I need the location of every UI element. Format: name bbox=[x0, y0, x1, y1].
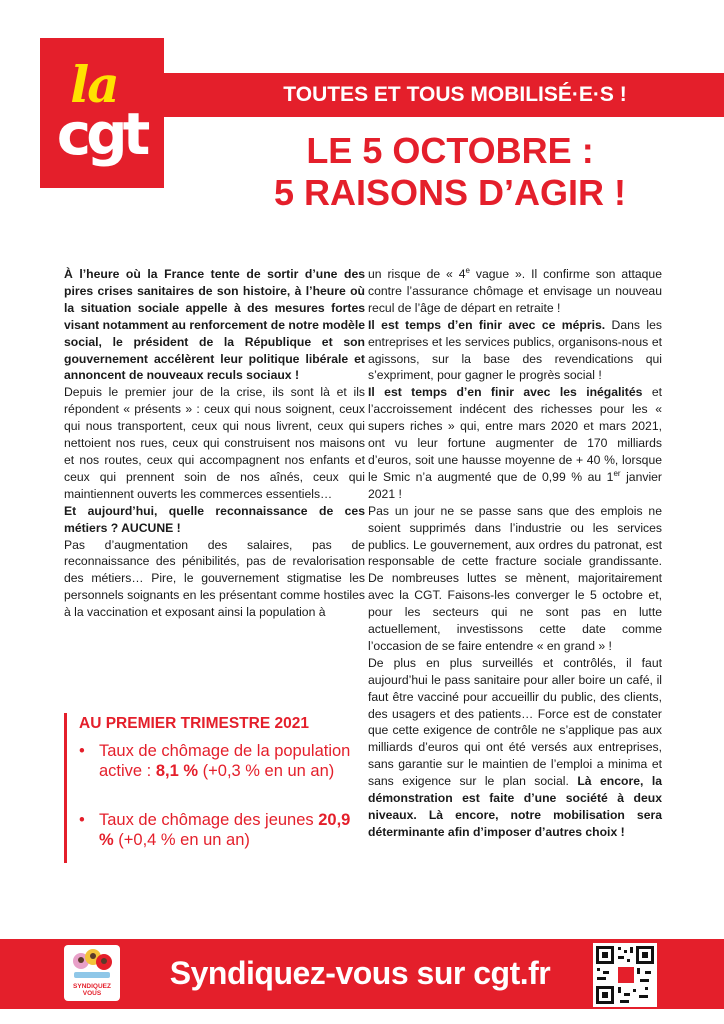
footer-slogan: Syndiquez-vous sur cgt.fr bbox=[169, 955, 551, 991]
text-run: et l’accroissement indécent des richesses pour les « supers riches » qui, entre mars 2020 et mars 2021, ont vu leur fortune augmenter de 170 milliards d’euros, soit une hausse moyenne de + 40 %, lorsque le Smic n’a augmenté que de 0,99 % au 1 bbox=[368, 385, 662, 484]
superscript: er bbox=[613, 468, 621, 478]
paragraph bbox=[368, 266, 662, 317]
logo-la-text: la bbox=[70, 55, 118, 114]
paragraph: Depuis le premier jour de la crise, ils sont là et ils répondent « présents » : ceux qui nous soignent, ceux qui nous transportent, ceux qui nous livrent, ceux qui nettoient nos rues, ceux qui construisent nos maisons et nos routes, ceux qui accompagnent nos enfants et ceux qui prennent soin de nos aînés, ceux qui maintiennent ouverts les commerces essentiels… bbox=[64, 385, 365, 501]
people-icon bbox=[64, 945, 120, 983]
cgt-logo bbox=[40, 38, 164, 188]
title-line-1: LE 5 OCTOBRE : bbox=[306, 130, 594, 171]
logo-cgt-text: cgt bbox=[56, 100, 146, 168]
qr-code-icon[interactable] bbox=[593, 943, 657, 1007]
stats-change: (+0,3 % en un an) bbox=[198, 761, 335, 780]
stats-value: 8,1 % bbox=[155, 761, 199, 780]
paragraph bbox=[368, 384, 662, 502]
bold-run: Il est temps d’en finir avec les inégalités bbox=[368, 385, 643, 400]
text-run: vague ». Il confirme son attaque contre l’assurance chômage et envisage un nouveau recul de l’âge de départ en retraite ! bbox=[368, 267, 662, 315]
text-run: De plus en plus surveillés et contrôlés, il faut aujourd’hui le pass sanitaire pour aller boire un café, il faut être vacciné pour accueillir du public, des clients, des usagers et des patients… Force est de constater que cette exigence de contrôle ne s’applique pas aux milliards d’euros qui ont été versés aux entreprises, sans garantie sur le maintien de l’emploi a minima et sans exigence sur le plan social. bbox=[368, 655, 662, 789]
syndiquez-line-1: SYNDIQUEZ bbox=[73, 983, 111, 990]
question-text: Et aujourd’hui, quelle reconnaissance de ces métiers ? AUCUNE ! bbox=[64, 503, 365, 535]
stats-change: (+0,4 % en un an) bbox=[113, 830, 250, 849]
text-run: Dans les entreprises et les services publics, organisons-nous et agissons, sur la base des revendications qui s’expriment, pour gagner le progrès social ! bbox=[368, 317, 662, 383]
paragraph: Pas un jour ne se passe sans que des emplois ne soient supprimés dans l’industrie ou les services publics. Le gouvernement, aux ordres du patronat, est responsable de cette fracture sociale grandissante. De nombreuses luttes se mènent, majoritairement avec la CGT. Faisons-les converger le 5 octobre et, pour les secteurs qui ne sont pas en lutte actuellement, investissons cette date comme l’occasion de se faire entendre « en grand » ! bbox=[368, 503, 662, 653]
kicker: TOUTES ET TOUS MOBILISÉ·E·S ! bbox=[283, 83, 627, 106]
text-run: un risque de « 4 bbox=[368, 267, 466, 281]
syndiquez-text bbox=[64, 983, 120, 997]
bold-run: Il est temps d’en finir avec ce mépris. bbox=[368, 317, 606, 332]
stats-value: 20,9 % bbox=[99, 811, 351, 849]
stats-label: Taux de chômage des jeunes bbox=[99, 811, 319, 829]
page-title bbox=[185, 130, 715, 214]
bold-run: Là encore, la démonstration est faite d’une société à deux niveaux. Là encore, notre mobilisation sera déterminante afin d’imposer d’autres choix ! bbox=[368, 774, 662, 839]
stats-accent-bar bbox=[64, 713, 67, 863]
stats-item bbox=[79, 811, 364, 850]
stats-item bbox=[79, 742, 364, 781]
stats-item-text bbox=[99, 811, 364, 850]
stats-title: AU PREMIER TRIMESTRE 2021 bbox=[79, 715, 309, 732]
intro-text: À l’heure où la France tente de sortir d’une des pires crises sanitaires de son histoire, à l’heure où la situation sociale appelle à des mesures fortes visant notamment au renforcement de notre modèle social, le président de la République et son gouvernement accélèrent leur politique libérale et annoncent de nouveaux reculs sociaux ! bbox=[64, 267, 365, 383]
bullet: • bbox=[79, 742, 85, 760]
question-paragraph bbox=[64, 503, 365, 537]
syndiquez-vous-logo bbox=[64, 945, 120, 1001]
bullet: • bbox=[79, 811, 85, 829]
paragraph bbox=[368, 317, 662, 385]
qr-code-graphic bbox=[593, 943, 657, 1007]
intro-paragraph bbox=[64, 266, 365, 384]
stats-item-text bbox=[99, 742, 364, 781]
syndiquez-line-2: VOUS bbox=[82, 990, 102, 997]
paragraph: Pas d’augmentation des salaires, pas de reconnaissance des pénibilités, pas de revalorisation des métiers… Pire, le gouvernement stigmatise les personnels soignants en les présentant comme hostiles à la vaccination et exposant ainsi la population à bbox=[64, 537, 365, 620]
title-line-2: 5 RAISONS D’AGIR ! bbox=[273, 172, 627, 213]
left-column bbox=[64, 266, 365, 621]
text-run: janvier 2021 ! bbox=[368, 469, 662, 501]
superscript: e bbox=[465, 265, 470, 275]
paragraph bbox=[368, 655, 662, 841]
right-column bbox=[368, 266, 662, 841]
stats-label: Taux de chômage de la population active : bbox=[99, 742, 351, 780]
